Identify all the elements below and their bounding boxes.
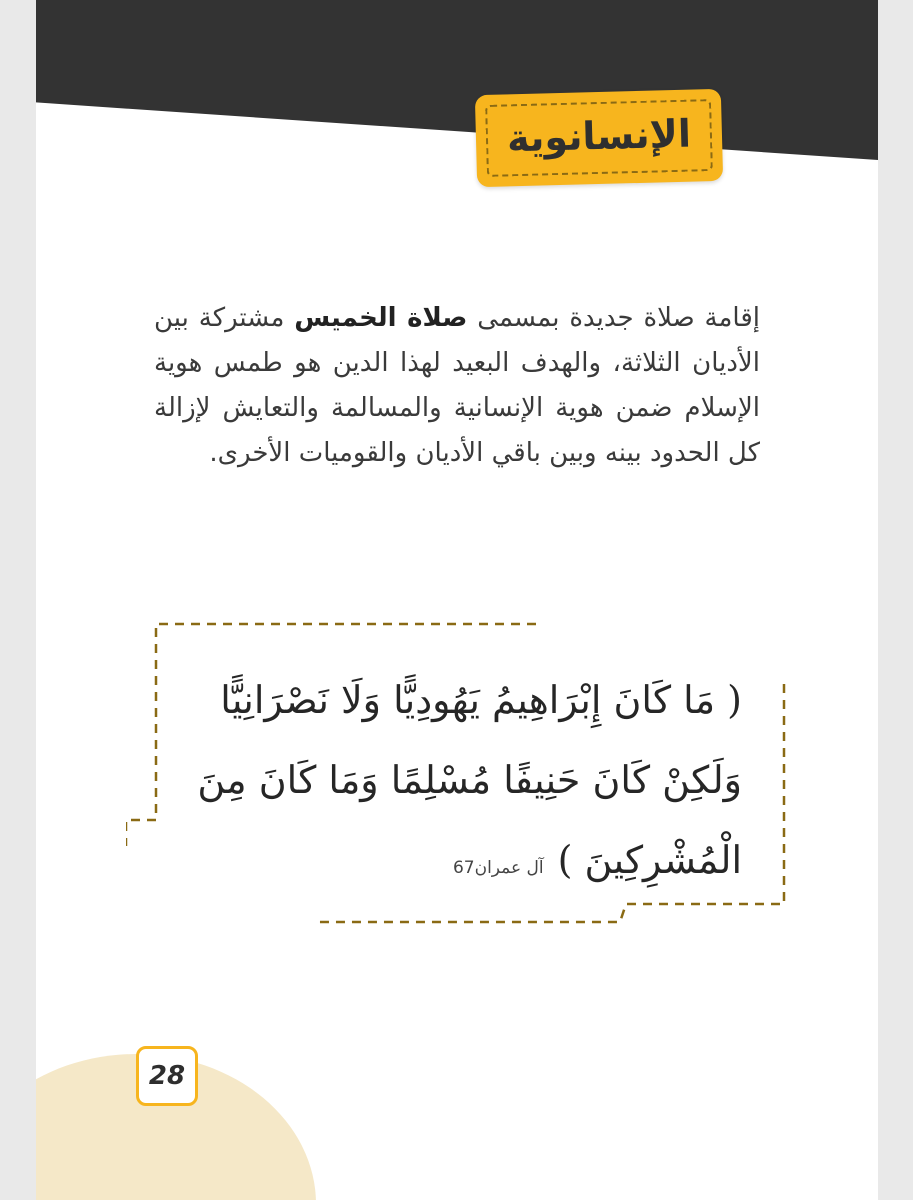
header-band [36, 0, 878, 160]
title-badge [475, 89, 723, 187]
body-paragraph [154, 296, 760, 476]
paragraph-rest: مشتركة بين الأديان الثلاثة، والهدف البعيد لهذا الدين هو طمس هوية الإسلام ضمن هوية الإنسانية والمسالمة والتعايش لإزالة كل الحدود بينه وبين باقي الأديان والقوميات الأخرى. [154, 303, 760, 468]
quote-line-3 [162, 820, 742, 908]
paragraph-highlight: صلاة الخميس [294, 303, 468, 333]
page-title: الإنسانوية [506, 111, 692, 161]
page-number: 28 [136, 1046, 198, 1106]
paragraph-lead: إقامة صلاة جديدة بمسمى [477, 303, 761, 333]
quote-line-3-text: الْمُشْرِكِينَ ) [557, 838, 742, 882]
book-page [36, 0, 878, 1200]
quran-quote [162, 660, 742, 908]
quote-line-1: ( مَا كَانَ إِبْرَاهِيمُ يَهُودِيًّا وَلَا نَصْرَانِيًّا [220, 678, 742, 722]
quote-reference: آل عمران67 [452, 858, 544, 878]
quote-line-2: وَلَكِنْ كَانَ حَنِيفًا مُسْلِمًا وَمَا كَانَ مِنَ [197, 758, 742, 802]
